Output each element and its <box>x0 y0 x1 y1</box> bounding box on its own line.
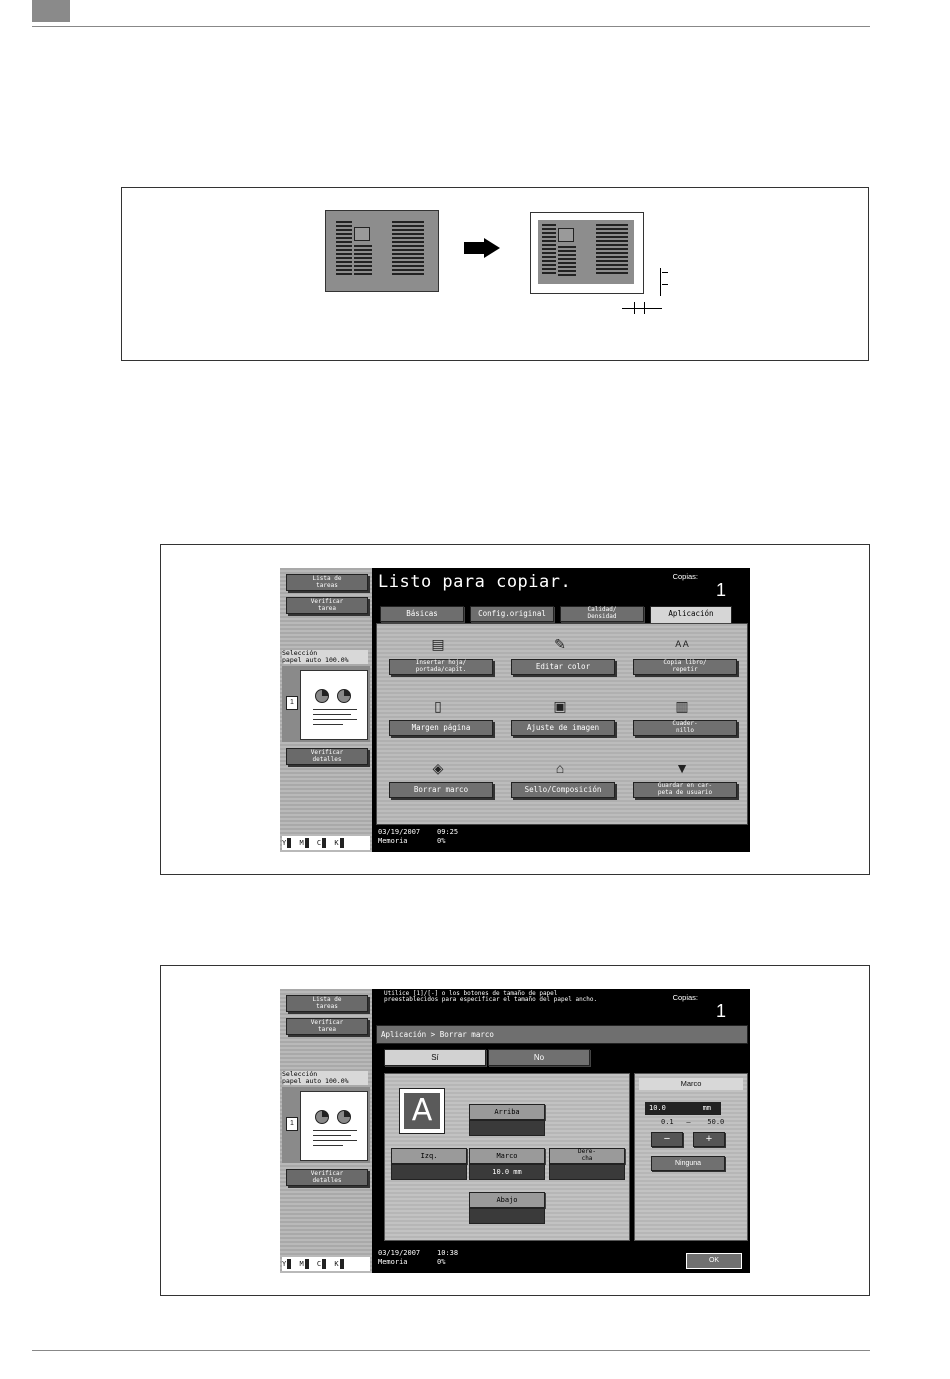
edit-color-icon: ✎ <box>554 636 566 652</box>
date-text: 03/19/2007 <box>378 1249 421 1257</box>
page-margin-icon: ▯ <box>434 698 442 714</box>
toner-indicator: Y M C K <box>282 1257 370 1271</box>
frame-erase-button[interactable]: Borrar marco <box>389 782 493 798</box>
job-list-button[interactable]: Lista de tareas <box>286 995 368 1012</box>
left-button[interactable]: Izq. <box>391 1148 467 1164</box>
copies-label: Copias: <box>672 993 698 1002</box>
stamp-composition-button[interactable]: Sello/Composición <box>511 782 615 798</box>
erased-page <box>530 212 644 294</box>
edit-color-button[interactable]: Editar color <box>511 659 615 675</box>
bottom-button[interactable]: Abajo <box>469 1192 545 1208</box>
screen-header <box>374 989 750 1025</box>
instruction-message: Utilice [1]/[-] o los botones de tamaño de papel preestablecidos para especificar el tamaño del papel ancho. <box>384 990 598 1003</box>
function-grid <box>376 623 748 825</box>
frame-range: 0.1 – 50.0 <box>661 1118 725 1126</box>
minus-button[interactable]: − <box>651 1132 683 1147</box>
left-panel <box>280 568 372 852</box>
memory-value: 0% <box>437 837 446 845</box>
tab-basicas[interactable]: Básicas <box>380 606 464 622</box>
frame-amount-input[interactable]: 10.0 mm <box>645 1102 721 1115</box>
insert-sheet-button[interactable]: Insertar hoja/ portada/capít. <box>389 659 493 675</box>
duplex-icon: 1 <box>286 1117 298 1131</box>
pie-chart-icon <box>315 1110 329 1124</box>
copies-value: 1 <box>715 1001 726 1021</box>
paper-select-label: Selección papel auto 100.0% <box>282 1071 368 1085</box>
right-value <box>549 1164 625 1180</box>
pie-chart-icon <box>337 689 351 703</box>
check-details-button[interactable]: Verificar detalles <box>286 748 368 765</box>
ok-button[interactable]: OK <box>686 1253 742 1269</box>
image-adjust-button[interactable]: Ajuste de imagen <box>511 720 615 736</box>
control-panel-screen <box>280 989 750 1273</box>
book-copy-button[interactable]: Copia libro/ repetir <box>633 659 737 675</box>
preview-thumbnail <box>282 1087 370 1163</box>
control-panel-screen <box>280 568 750 852</box>
breadcrumb: Aplicación > Borrar marco <box>376 1025 748 1044</box>
frame-value: 10.0 mm <box>469 1164 545 1180</box>
book-copy-icon: A A <box>675 639 689 649</box>
status-bar <box>376 826 750 852</box>
check-job-button[interactable]: Verificar tarea <box>286 1018 368 1035</box>
duplex-icon: 1 <box>286 696 298 710</box>
left-panel <box>280 989 372 1273</box>
frame-panel-title: Marco <box>639 1078 743 1090</box>
memory-label: Memoria <box>378 1258 408 1266</box>
status-title: Listo para copiar. <box>378 572 572 592</box>
arrow-icon <box>464 242 486 254</box>
screen-header <box>374 568 750 604</box>
insert-sheet-icon: ▤ <box>431 636 445 652</box>
time-text: 10:38 <box>437 1249 459 1257</box>
paper-select-label: Selección papel auto 100.0% <box>282 650 368 664</box>
memory-label: Memoria <box>378 837 408 845</box>
check-job-button[interactable]: Verificar tarea <box>286 597 368 614</box>
tab-aplicacion[interactable]: Aplicación <box>650 606 732 625</box>
save-user-box-button[interactable]: Guardar en car- peta de usuario <box>633 782 737 798</box>
toner-indicator: Y M C K <box>282 836 370 850</box>
picture-block <box>354 227 370 241</box>
text-lines <box>336 221 352 277</box>
left-value <box>391 1164 467 1180</box>
plus-button[interactable]: + <box>693 1132 725 1147</box>
none-button[interactable]: Ninguna <box>651 1156 725 1171</box>
frame-amount-panel <box>634 1073 748 1241</box>
top-button[interactable]: Arriba <box>469 1104 545 1120</box>
copies-value: 1 <box>715 580 726 600</box>
preview-thumbnail <box>282 666 370 742</box>
dimension-tick <box>662 272 668 273</box>
top-value <box>469 1120 545 1136</box>
pie-chart-icon <box>315 689 329 703</box>
copies-label: Copias: <box>672 572 698 581</box>
option-no-button[interactable]: No <box>488 1049 590 1066</box>
tab-config-original[interactable]: Config.original <box>470 606 554 622</box>
stamp-icon: ⌂ <box>555 760 565 776</box>
original-page <box>325 210 439 292</box>
frame-button[interactable]: Marco <box>469 1148 545 1164</box>
date-text: 03/19/2007 <box>378 828 421 836</box>
image-adjust-icon: ▣ <box>553 698 567 714</box>
option-yes-button[interactable]: Sí <box>384 1049 486 1066</box>
booklet-button[interactable]: Cuader- nillo <box>633 720 737 736</box>
bottom-value <box>469 1208 545 1224</box>
chapter-tab <box>32 0 70 22</box>
frame-erase-illustration <box>121 187 869 361</box>
frame-erase-screen-figure <box>160 965 870 1296</box>
job-list-button[interactable]: Lista de tareas <box>286 574 368 591</box>
pie-chart-icon <box>337 1110 351 1124</box>
booklet-icon: ▥ <box>675 698 689 714</box>
header-rule <box>32 26 870 27</box>
save-box-icon: ▼ <box>675 760 689 776</box>
footer-rule <box>32 1350 870 1351</box>
check-details-button[interactable]: Verificar detalles <box>286 1169 368 1186</box>
frame-erase-icon: ◈ <box>432 760 444 776</box>
side-select-panel <box>384 1073 630 1241</box>
time-text: 09:25 <box>437 828 459 836</box>
right-button[interactable]: Dere- cha <box>549 1148 625 1164</box>
copy-screen-figure <box>160 544 870 875</box>
memory-value: 0% <box>437 1258 446 1266</box>
tab-calidad-densidad[interactable]: Calidad/ Densidad <box>560 606 644 622</box>
page-margin-button[interactable]: Margen página <box>389 720 493 736</box>
frame-preview-icon: A <box>399 1088 445 1134</box>
